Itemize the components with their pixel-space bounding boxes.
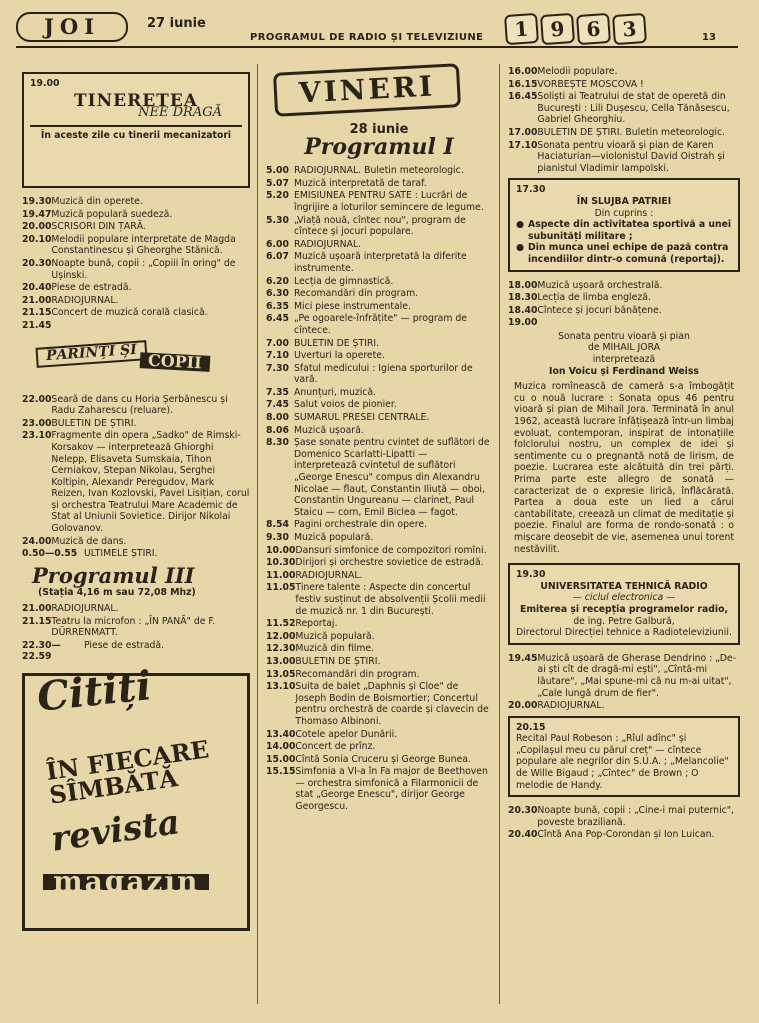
year-digit: 9: [540, 13, 575, 45]
patria-time: 17.30: [516, 184, 546, 196]
schedule-entry: [266, 669, 492, 681]
copii-label: COPII: [140, 352, 210, 371]
schedule-entry: [508, 700, 740, 712]
entry-description: Teatru la microfon : „ÎN PANĂ" de F. DÜRRENMATT.: [51, 615, 216, 639]
schedule-entry: [266, 288, 492, 300]
header-date: 27 iunie: [147, 16, 206, 31]
jora-feature: [514, 331, 734, 555]
entry-time: 13.00: [266, 655, 296, 667]
entry-time: 6.30: [266, 288, 289, 300]
entry-time: 8.54: [266, 519, 289, 531]
schedule-list: [266, 165, 492, 812]
schedule-entry: [508, 66, 740, 78]
schedule-entry: [266, 165, 492, 177]
schedule-entry: [508, 292, 740, 304]
entry-description: Concert de muzică corală clasică.: [51, 307, 208, 319]
entry-description: Șase sonate pentru cvintet de suflători de Domenico Scarlatti-Lipatti — interpretează cvintetul de suflători „George Enescu" compus din Alexandru Nicolae — flaut, Constantin Iliuță — oboi, Constantin Ungureanu — clarinet, Paul Staicu — corn, Emil Biclea — fagot.: [294, 437, 490, 518]
year-digit: 6: [576, 13, 611, 45]
entry-time: 20.30: [508, 805, 538, 817]
schedule-entry: [22, 394, 250, 417]
entry-description: Muzică ușoară orchestrală.: [537, 279, 663, 291]
header-title: PROGRAMUL DE RADIO ȘI TELEVIZIUNE: [250, 32, 484, 43]
entry-time: 18.40: [508, 304, 538, 316]
schedule-entry: [266, 582, 492, 617]
schedule-entry: [508, 127, 740, 139]
schedule-entry: [22, 258, 250, 281]
entry-time: 13.05: [266, 668, 296, 680]
entry-description: Muzică populară suedeză.: [51, 208, 173, 220]
schedule-entry: [266, 363, 492, 386]
schedule-entry: [266, 276, 492, 288]
entry-time: 24.00: [22, 535, 52, 547]
entry-description: Anunțuri, muzică.: [294, 386, 377, 398]
schedule-entry: [266, 215, 492, 238]
schedule-entry: [266, 532, 492, 544]
entry-description: RADIOJURNAL. Buletin meteorologic.: [294, 165, 464, 177]
schedule-entry: [266, 301, 492, 313]
entry-description: Recomandări din program.: [295, 668, 420, 680]
tineretea-title: TINERETEA: [74, 90, 198, 111]
year-digit: 1: [504, 13, 539, 45]
schedule-entry: [266, 618, 492, 630]
patria-box: [508, 178, 740, 271]
year-digit: 3: [612, 13, 647, 45]
tineretea-caption: În aceste zile cu tinerii mecanizatori: [30, 125, 242, 142]
entry-time: 6.07: [266, 251, 289, 263]
entry-description: „Viață nouă, cîntec nou", program de cîntece și jocuri populare.: [294, 214, 466, 238]
schedule-entry: [22, 234, 250, 257]
entry-time: 16.45: [508, 91, 538, 103]
entry-time: 9.30: [266, 532, 289, 543]
entry-description: Seară de dans cu Horia Șerbănescu și Radu Zaharescu (reluare).: [51, 393, 228, 417]
schedule-entry: [22, 430, 250, 534]
jora-line-2: de MIHAIL JORA: [587, 342, 661, 354]
column-thursday: [22, 62, 250, 931]
entry-time: 5.07: [266, 177, 289, 189]
robeson-box: [508, 716, 740, 798]
entry-description: Piese de estradă.: [51, 282, 132, 294]
univ-line-1: Emiterea și recepția programelor radio,: [520, 603, 728, 615]
entry-time: 16.00: [508, 66, 538, 77]
column-friday: [266, 62, 492, 814]
robeson-time: 20.15: [516, 721, 546, 733]
parinti-copii-logo: [22, 338, 250, 386]
entry-time: 7.10: [266, 350, 289, 362]
schedule-entry: [266, 741, 492, 753]
entry-time: 23.00: [22, 417, 52, 429]
entry-description: SCRISORI DIN ȚARĂ.: [51, 221, 146, 233]
entry-description: SUMARUL PRESEI CENTRALE.: [294, 412, 430, 424]
entry-time: 15.15: [266, 766, 296, 778]
entry-description: Suita de balet „Daphnis și Cloe" de Joseph Bodin de Boismortier; Concertul pentru orchestră de coarde și clavecin de Thomaso Albinoni.: [295, 681, 489, 727]
entry-description: Recomandări din program.: [294, 288, 419, 300]
entry-description: Muzică din filme.: [295, 643, 375, 655]
header-divider: [16, 46, 738, 48]
entry-description: Simfonia a VI-a în Fa major de Beethoven — orchestra simfonică a Filarmonicii de stat „George Enescu", dirijor George Georgescu.: [295, 766, 488, 813]
entry-description: Muzică de dans.: [51, 535, 127, 547]
patria-item: ● Din munca unei echipe de pază contra incendiilor dintr-o comună (reportaj).: [516, 242, 729, 265]
entry-time: 11.05: [266, 582, 296, 594]
entry-description: Cîntă Ana Pop-Corondan și Ion Luican.: [537, 829, 715, 841]
entry-time: 6.35: [266, 300, 289, 312]
entry-time: 22.00: [22, 393, 52, 405]
entry-time: 21.45: [22, 319, 52, 331]
entry-time: 12.00: [266, 630, 296, 642]
schedule-list: [22, 196, 250, 332]
schedule-entry: [22, 209, 250, 221]
schedule-entry: [508, 829, 740, 841]
entry-description: Muzică ușoară interpretată la diferite instrumente.: [294, 251, 467, 274]
entry-description: Muzică ușoară de Gherase Dendrino : „De-ai ști cît de dragă-mi ești", „Cîntă-mi lăutare", „Mai spune-mi că nu m-ai uitat", „Cale lungă drum de fier".: [537, 652, 737, 699]
schedule-entry: [508, 305, 740, 317]
entry-description: Uverturi la operete.: [294, 350, 385, 362]
entry-description: Muzică populară.: [294, 532, 374, 543]
entry-time: 8.30: [266, 437, 289, 449]
schedule-entry: [508, 140, 740, 175]
univ-time: 19.30: [516, 569, 546, 581]
bullet-icon: ●: [516, 219, 525, 231]
entry-description: Fragmente din opera „Sadko" de Rimski-Korsakov — interpretează Ghiorghi Nelepp, Elisaveta Sumskaia, Tihon Cerniakov, Stepan Nikolau, Serghei Koltipin, Alexandr Peregudov, Mark Reizen, Ivan Kozlovski, Pavel Lisițian, corul și orchestra Teatrului Mare Academic de Stat al Uniunii Sovietice. Dirijor Nikolai Golovanov.: [51, 430, 250, 535]
entry-time: 5.00: [266, 165, 289, 177]
schedule-entry: [22, 295, 250, 307]
magazin-advertisement: [22, 662, 250, 931]
programul-i-title: Programul I: [304, 133, 454, 160]
schedule-entry: [266, 570, 492, 582]
jora-line-4: Ion Voicu și Ferdinand Weiss: [549, 365, 699, 377]
schedule-entry: [266, 631, 492, 643]
schedule-entry: [266, 251, 492, 274]
entry-description: RADIOJURNAL.: [51, 603, 119, 615]
entry-time: 19.47: [22, 208, 52, 220]
schedule-entry: [22, 603, 250, 615]
entry-time: 6.20: [266, 275, 289, 287]
tineretea-time: 19.00: [30, 78, 60, 89]
entry-time: 5.20: [266, 190, 289, 202]
schedule-entry: [22, 320, 250, 332]
entry-description: Soliști ai Teatrului de stat de operetă din București : Lili Dușescu, Cella Tănăsescu, Gabriel Gheorghiu.: [537, 91, 730, 126]
entry-description: Noapte bună, copii : „Copiii în oring" de Ușinski.: [51, 257, 236, 281]
schedule-entry: [22, 536, 250, 548]
entry-description: BULETIN DE ȘTIRI.: [295, 655, 381, 667]
schedule-entry: [266, 412, 492, 424]
entry-time: 20.00: [22, 221, 52, 233]
page-number: 13: [702, 32, 716, 43]
entry-time: 11.00: [266, 569, 296, 581]
entry-time: 11.52: [266, 618, 296, 630]
entry-description: RADIOJURNAL.: [51, 294, 119, 306]
entry-description: Dirijori și orchestre sovietice de estradă.: [295, 557, 484, 569]
header-year: [505, 14, 646, 44]
column-divider: [257, 64, 258, 1004]
entry-description: RADIOJURNAL.: [294, 238, 362, 250]
programul-iii-station: (Stația 4,16 m sau 72,08 Mhz): [38, 587, 196, 599]
entry-time: 23.10: [22, 430, 52, 442]
vineri-date: 28 iunie: [349, 122, 409, 137]
schedule-list: [508, 805, 740, 841]
entry-time: 19.00: [508, 317, 538, 329]
jora-line-1: Sonata pentru vioară și pian: [558, 330, 690, 342]
schedule-entry: [266, 754, 492, 766]
schedule-entry: [266, 557, 492, 569]
column-friday-continued: [508, 66, 740, 842]
entry-time: 0.50—0.55: [22, 548, 78, 560]
ad-line-3: revista: [48, 802, 183, 860]
schedule-entry: [22, 418, 250, 430]
entry-description: Muzică populară.: [295, 630, 375, 642]
entry-description: [51, 320, 250, 332]
schedule-entry: [266, 656, 492, 668]
schedule-entry: [22, 196, 250, 208]
column-divider: [499, 64, 500, 1004]
entry-description: Sfatul medicului : Igiena sporturilor de vară.: [294, 362, 473, 386]
robeson-text: Recital Paul Robeson : „Rîul adînc" și „Copilașul meu cu părul creț" — cîntece populare ale negrilor din S.U.A. ; „Melancolie" de Wille Bigaud ; „Cîntec" de Brown ; O melodie de Handy.: [516, 733, 729, 791]
entry-time: 14.00: [266, 741, 296, 753]
entry-description: BULETIN DE ȘTIRI.: [294, 337, 380, 349]
entry-time: 7.30: [266, 362, 289, 374]
schedule-entry: [22, 307, 250, 319]
entry-time: 10.00: [266, 544, 296, 556]
entry-description: BULETIN DE ȘTIRI.: [51, 417, 137, 429]
entry-time: 15.00: [266, 753, 296, 765]
entry-description: Muzică interpretată de taraf.: [294, 177, 427, 189]
schedule-entry: [508, 91, 740, 126]
entry-description: Dansuri simfonice de compozitori romîni.: [295, 544, 487, 556]
entry-description: Muzică din operete.: [51, 196, 143, 207]
entry-time: 20.00: [508, 700, 538, 712]
entry-description: Mici piese instrumentale.: [294, 300, 411, 312]
jora-description: Muzica romînească de cameră s-a îmbogățit cu o nouă lucrare : Sonata opus 46 pentru vioară și pian de Mihail Jora. Terminată în anul 1962, această lucrare înfățișează într-un limbaj evoluat, contemporan, inspirat de intonațiile folclorului nostru, un complex de idei și sentimente cu o pregnantă notă de lirism, de poezie. Lucrarea este alcătuită din trei părți. Prima parte este allegro de sonată — caracterizat de o expresie lirică, înflăcărată. Partea a doua este un lied a cărui cantabilitate, creează un climat de meditație și poezie. Finalul are forma de rondo-sonată : o mișcare deosebit de vie, asemenea unui torent nestăvilit.: [514, 381, 734, 555]
univ-cycle: — ciclul electronica —: [572, 592, 676, 604]
entry-time: 20.40: [22, 282, 52, 294]
entry-description: Cîntece și jocuri bănățene.: [537, 304, 662, 316]
entry-description: Cîntă Sonia Cruceru și George Bunea.: [295, 753, 471, 765]
schedule-list: [22, 603, 250, 663]
tineretea-subtitle: NEE DRAGĂ: [138, 105, 222, 121]
parinti-label: PĂRINȚI ȘI: [35, 340, 147, 367]
entry-time: 19.30: [22, 196, 52, 207]
entry-time: 12.30: [266, 643, 296, 655]
entry-time: 7.00: [266, 337, 289, 349]
entry-description: BULETIN DE ȘTIRI. Buletin meteorologic.: [537, 126, 726, 138]
vineri-heading: VINERI: [273, 63, 461, 117]
schedule-entry: [22, 282, 250, 294]
entry-description: EMISIUNEA PENTRU SATE : Lucrări de îngrijire a loturilor semincere de legume.: [294, 190, 484, 213]
schedule-entry: [22, 640, 250, 663]
ad-line-4: magazin: [43, 874, 209, 890]
schedule-entry: [266, 350, 492, 362]
page-header: [0, 0, 759, 58]
schedule-entry: [22, 221, 250, 233]
patria-intro: Din cuprins :: [594, 207, 654, 219]
header-day-label: JOI: [16, 12, 128, 42]
schedule-entry: [266, 729, 492, 741]
entry-description: Melodii populare interpretate de Magda Constantinescu și Gheorghe Stănică.: [51, 233, 236, 257]
schedule-entry: [266, 178, 492, 190]
entry-time: 20.10: [22, 233, 52, 245]
schedule-entry: [22, 548, 250, 560]
entry-description: Pagini orchestrale din opere.: [294, 519, 428, 531]
entry-time: 19.45: [508, 652, 538, 664]
schedule-entry: [266, 766, 492, 812]
schedule-entry: [266, 681, 492, 727]
schedule-entry: [266, 643, 492, 655]
universitatea-box: [508, 563, 740, 645]
schedule-list: [508, 280, 740, 329]
entry-time: 21.15: [22, 307, 52, 319]
schedule-list: [22, 394, 250, 560]
entry-time: 7.35: [266, 386, 289, 398]
schedule-entry: [266, 399, 492, 411]
entry-description: Tinere talente : Aspecte din concertul festiv susținut de absolvenții Școlii medii de muzică nr. 1 din București.: [295, 582, 486, 617]
entry-description: VORBEȘTE MOSCOVA !: [537, 78, 644, 90]
univ-line-2: de ing. Petre Galbură,: [573, 615, 675, 627]
schedule-entry: [266, 239, 492, 251]
entry-time: 17.00: [508, 126, 538, 138]
entry-description: Muzică ușoară.: [294, 424, 364, 436]
bullet-icon: ●: [516, 242, 525, 254]
entry-description: Piese de estradă.: [84, 639, 165, 651]
entry-time: 18.00: [508, 279, 538, 291]
schedule-list: [508, 66, 740, 174]
schedule-entry: [508, 280, 740, 292]
entry-time: 13.10: [266, 681, 296, 693]
entry-time: 20.40: [508, 829, 538, 841]
schedule-entry: [266, 545, 492, 557]
entry-description: RADIOJURNAL.: [295, 569, 363, 581]
entry-description: Cotele apelor Dunării.: [295, 728, 398, 740]
entry-description: ULTIMELE ȘTIRI.: [84, 548, 158, 560]
schedule-entry: [508, 317, 740, 329]
entry-time: 8.00: [266, 412, 289, 424]
schedule-entry: [266, 519, 492, 531]
entry-time: 13.40: [266, 728, 296, 740]
entry-time: 10.30: [266, 557, 296, 569]
schedule-entry: [266, 313, 492, 336]
entry-time: 6.00: [266, 238, 289, 250]
patria-title: ÎN SLUJBA PATRIEI: [576, 195, 672, 207]
entry-description: Concert de prînz.: [295, 741, 376, 753]
entry-time: 21.00: [22, 294, 52, 306]
entry-description: Salut voios de pionier.: [294, 399, 397, 411]
entry-description: Noapte bună, copii : „Cine-i mai puternic", poveste braziliană.: [537, 805, 734, 828]
entry-description: Sonata pentru vioară și pian de Karen Haciaturian—violonistul David Oistrah și pianistul Vladimir Iampolski.: [537, 139, 725, 174]
schedule-entry: [266, 338, 492, 350]
univ-line-3: Directorul Direcției tehnice a Radioteleviziunii.: [516, 627, 732, 639]
entry-time: 7.45: [266, 399, 289, 411]
schedule-entry: [508, 653, 740, 699]
entry-description: „Pe ogoarele-înfrățite" — program de cîntece.: [294, 313, 468, 336]
entry-time: 18.30: [508, 292, 538, 304]
entry-time: 16.15: [508, 78, 538, 90]
schedule-entry: [508, 79, 740, 91]
schedule-entry: [508, 805, 740, 828]
entry-description: RADIOJURNAL.: [537, 700, 605, 712]
schedule-list: [508, 653, 740, 712]
ad-line-2: ÎN FIECARE SÎMBĂTĂ: [44, 734, 211, 810]
entry-time: 8.06: [266, 424, 289, 436]
schedule-entry: [266, 387, 492, 399]
schedule-entry: [266, 190, 492, 213]
entry-description: Melodii populare.: [537, 66, 618, 77]
entry-description: Lecția de gimnastică.: [294, 275, 394, 287]
schedule-entry: [266, 437, 492, 518]
schedule-entry: [22, 616, 250, 639]
tineretea-box: [22, 72, 250, 188]
entry-description: Lecția de limba engleză.: [537, 292, 651, 304]
jora-line-3: interpretează: [592, 354, 656, 366]
entry-time: 21.00: [22, 603, 52, 615]
entry-time: 20.30: [22, 257, 52, 269]
entry-time: 6.45: [266, 313, 289, 325]
entry-time: 5.30: [266, 214, 289, 226]
ad-line-1: Citiți: [34, 662, 154, 721]
univ-title: UNIVERSITATEA TEHNICĂ RADIO: [540, 580, 708, 592]
entry-description: Reportaj.: [295, 618, 338, 630]
entry-time: 17.10: [508, 139, 538, 151]
programul-iii-title: Programul III: [32, 562, 195, 588]
entry-time: 21.15: [22, 615, 52, 627]
schedule-entry: [266, 425, 492, 437]
patria-item: ● Aspecte din activitatea sportivă a unei subunități militare ;: [516, 219, 732, 242]
entry-description: [537, 317, 740, 329]
entry-time: 22.30—22.59: [22, 639, 61, 663]
